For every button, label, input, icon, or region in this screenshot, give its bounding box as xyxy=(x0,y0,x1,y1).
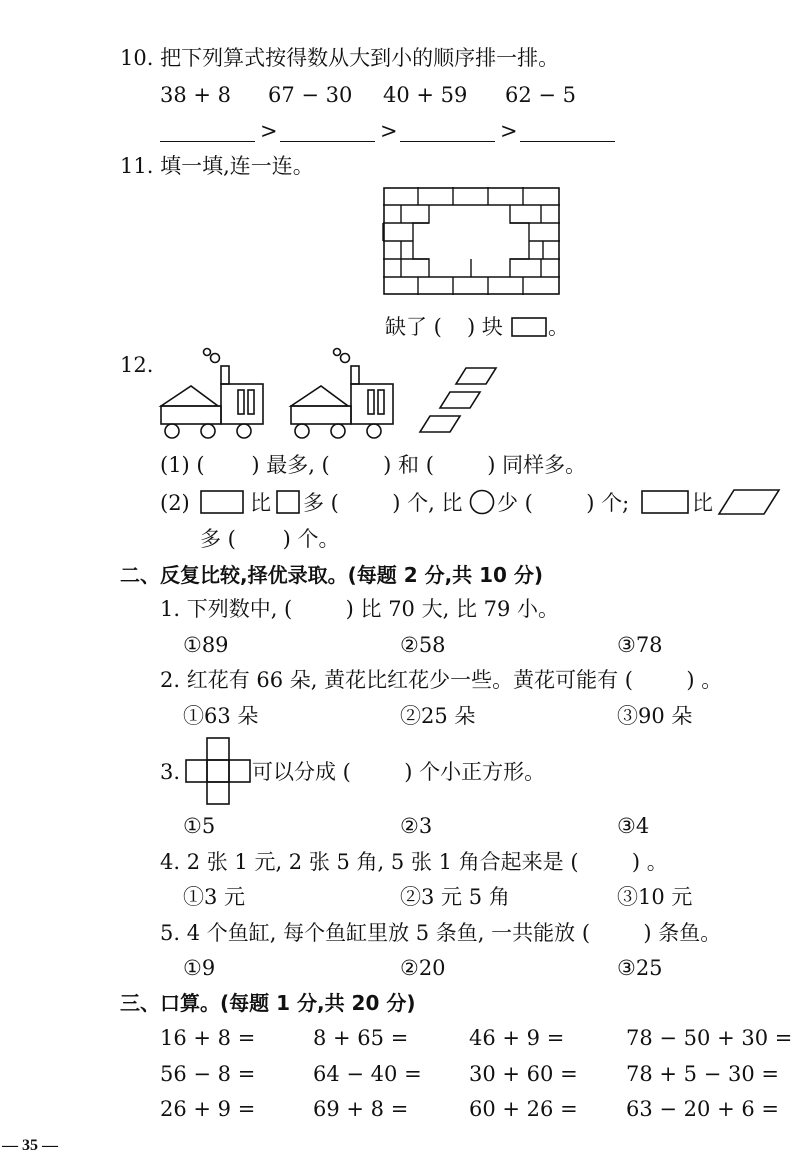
arithmetic-item: 69 + 8 = xyxy=(313,1097,409,1121)
s2-q3-option[interactable]: ①5 xyxy=(183,814,216,838)
q10-expression: 40 + 59 xyxy=(383,83,468,107)
q12-part2-label: (2) xyxy=(160,491,190,515)
s2-q4-option[interactable]: ③10 元 xyxy=(617,885,693,909)
q12-part2-continued: 多 ( ) 个。 xyxy=(200,527,340,551)
s2-q3-number: 3. xyxy=(160,760,181,784)
circle-icon xyxy=(469,489,495,515)
greater-than-sign: > xyxy=(380,119,398,143)
page-number: — 35 — xyxy=(2,1137,58,1154)
square-icon xyxy=(276,490,300,514)
brick-shape-icon xyxy=(511,317,547,337)
arithmetic-item: 16 + 8 = xyxy=(160,1026,256,1050)
s2-q1-option[interactable]: ②58 xyxy=(400,633,446,657)
q11-caption-end: 。 xyxy=(548,315,569,339)
q11-caption: ) 块 xyxy=(467,315,503,339)
s2-q5-option[interactable]: ②20 xyxy=(400,956,446,980)
q11-caption: 缺了 ( xyxy=(385,315,442,339)
s2-q4-option[interactable]: ①3 元 xyxy=(183,885,246,909)
s2-q5-option[interactable]: ①9 xyxy=(183,956,216,980)
s2-q5-stem: 5. 4 个鱼缸, 每个鱼缸里放 5 条鱼, 一共能放 ( ) 条鱼。 xyxy=(160,921,722,945)
q10-title: 10. 把下列算式按得数从大到小的顺序排一排。 xyxy=(120,46,560,70)
arithmetic-item: 56 − 8 = xyxy=(160,1062,256,1086)
arithmetic-item: 64 − 40 = xyxy=(313,1062,422,1086)
s2-q3-option[interactable]: ③4 xyxy=(617,814,650,838)
s2-q1-option[interactable]: ①89 xyxy=(183,633,229,657)
s2-q2-option[interactable]: ②25 朵 xyxy=(400,704,476,728)
s2-q4-option[interactable]: ②3 元 5 角 xyxy=(400,885,510,909)
rectangle-icon xyxy=(641,490,689,514)
arithmetic-item: 8 + 65 = xyxy=(313,1026,409,1050)
parallelogram-icon xyxy=(718,489,780,515)
brick-wall-figure xyxy=(383,187,560,295)
q11-title: 11. 填一填,连一连。 xyxy=(120,154,314,178)
s2-q2-stem: 2. 红花有 66 朵, 黄花比红花少一些。黄花可能有 ( ) 。 xyxy=(160,668,723,692)
train-figure-2 xyxy=(288,348,398,440)
greater-than-sign: > xyxy=(500,119,518,143)
arithmetic-item: 30 + 60 = xyxy=(469,1062,578,1086)
section3-title: 三、口算。(每题 1 分,共 20 分) xyxy=(120,991,416,1015)
s2-q4-stem: 4. 2 张 1 元, 2 张 5 角, 5 张 1 角合起来是 ( ) 。 xyxy=(160,850,668,874)
s2-q3-option[interactable]: ②3 xyxy=(400,814,433,838)
q12-part2-text: 多 ( ) 个, 比 xyxy=(303,491,463,515)
arithmetic-item: 78 − 50 + 30 = xyxy=(626,1026,793,1050)
s2-q1-option[interactable]: ③78 xyxy=(617,633,663,657)
answer-blank[interactable] xyxy=(160,141,255,142)
train-figure-1 xyxy=(158,348,268,440)
q10-expression: 67 − 30 xyxy=(268,83,353,107)
s2-q1-stem: 1. 下列数中, ( ) 比 70 大, 比 79 小。 xyxy=(160,597,560,621)
q10-expression: 62 − 5 xyxy=(505,83,577,107)
answer-blank[interactable] xyxy=(280,141,375,142)
s2-q3-stem: 可以分成 ( ) 个小正方形。 xyxy=(252,760,546,784)
answer-blank[interactable] xyxy=(520,141,615,142)
arithmetic-item: 46 + 9 = xyxy=(469,1026,565,1050)
q12-number: 12. xyxy=(120,353,154,377)
s2-q2-option[interactable]: ③90 朵 xyxy=(617,704,693,728)
q12-part2-text: 少 ( ) 个; xyxy=(497,491,630,515)
q12-part1: (1) ( ) 最多, ( ) 和 ( ) 同样多。 xyxy=(160,453,587,477)
greater-than-sign: > xyxy=(260,119,278,143)
arithmetic-item: 78 + 5 − 30 = xyxy=(626,1062,779,1086)
s2-q5-option[interactable]: ③25 xyxy=(617,956,663,980)
s2-q2-option[interactable]: ①63 朵 xyxy=(183,704,259,728)
q10-expression: 38 + 8 xyxy=(160,83,232,107)
arithmetic-item: 26 + 9 = xyxy=(160,1097,256,1121)
arithmetic-item: 63 − 20 + 6 = xyxy=(626,1097,779,1121)
cross-net-figure xyxy=(185,737,251,805)
answer-blank[interactable] xyxy=(400,141,495,142)
q12-part2-text: 比 xyxy=(250,491,271,515)
parallelogram-stack-figure xyxy=(416,366,498,436)
rectangle-icon xyxy=(200,490,244,514)
q12-part2-text: 比 xyxy=(692,491,713,515)
arithmetic-item: 60 + 26 = xyxy=(469,1097,578,1121)
section2-title: 二、反复比较,择优录取。(每题 2 分,共 10 分) xyxy=(120,563,544,587)
